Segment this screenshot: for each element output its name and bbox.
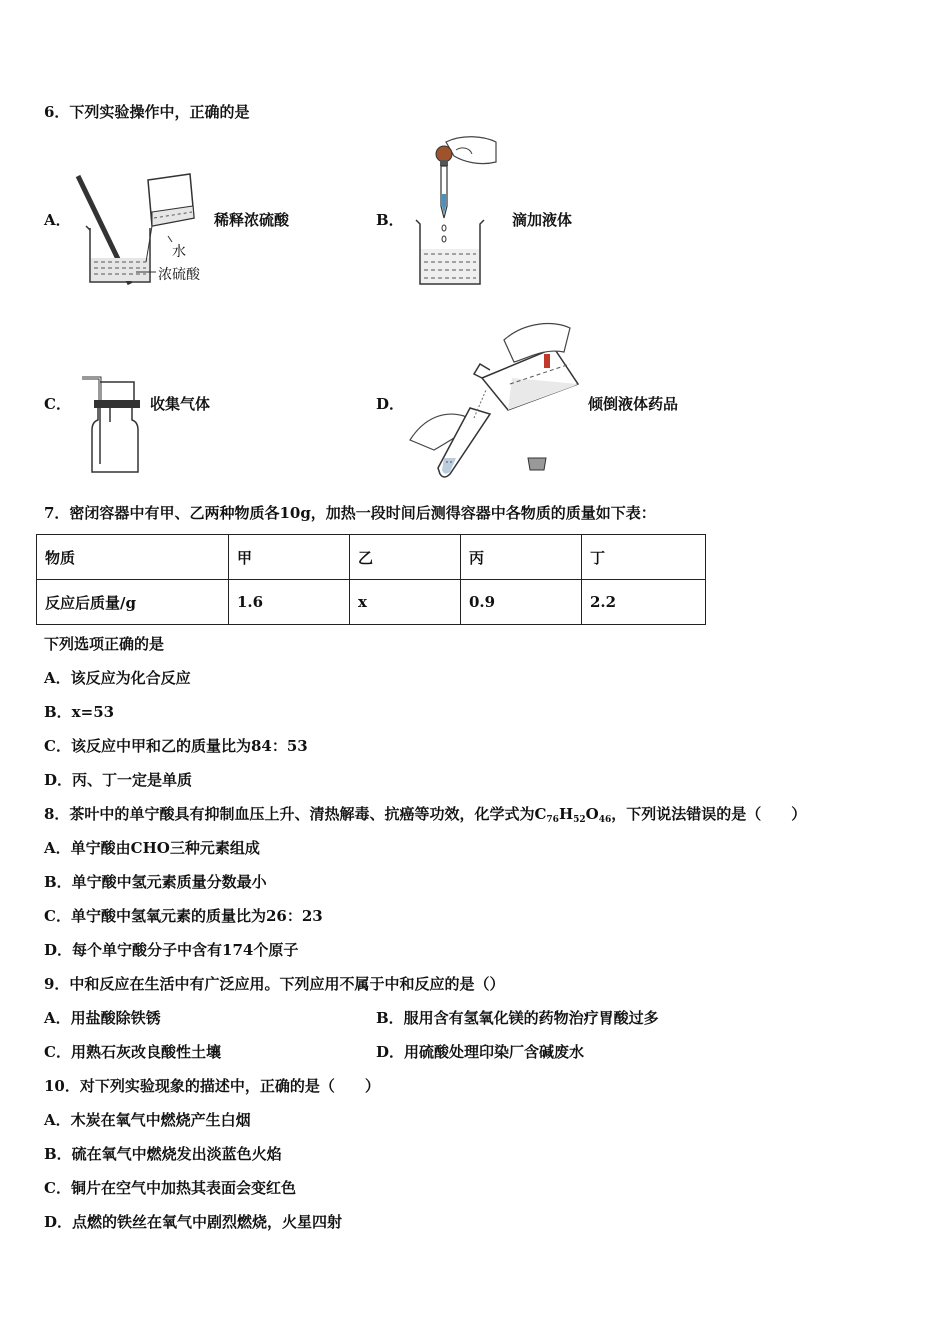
table-row xyxy=(37,580,706,625)
q10-option-a: A．木炭在氧气中燃烧产生白烟 xyxy=(44,1111,251,1129)
q9-option-b: B．服用含有氢氧化镁的药物治疗胃酸过多 xyxy=(376,1009,659,1027)
formula-c: C xyxy=(534,805,547,823)
q6-option-c-letter: C． xyxy=(44,395,71,413)
chemical-formula xyxy=(534,805,611,823)
q9-option-d: D．用硫酸处理印染厂含碱废水 xyxy=(376,1043,585,1061)
q10-option-c: C．铜片在空气中加热其表面会变红色 xyxy=(44,1179,296,1197)
q7-option-d: D．丙、丁一定是单质 xyxy=(44,771,193,789)
q10-option-d: D．点燃的铁丝在氧气中剧烈燃烧，火星四射 xyxy=(44,1213,343,1231)
pouring-liquid-figure xyxy=(404,318,584,480)
q7-option-a: A．该反应为化合反应 xyxy=(44,669,191,687)
q7-prompt: 下列选项正确的是 xyxy=(44,635,165,653)
table-cell: 物质 xyxy=(37,535,229,580)
q6-option-a-caption: 稀释浓硫酸 xyxy=(214,211,290,229)
table-cell: 反应后质量/g xyxy=(37,580,229,625)
q6-option-d-caption: 倾倒液体药品 xyxy=(588,395,679,413)
q6-option-b-caption: 滴加液体 xyxy=(512,211,573,229)
q8-option-b: B．单宁酸中氢元素质量分数最小 xyxy=(44,873,267,891)
q7-mass-table xyxy=(36,534,706,625)
formula-h-sub: 52 xyxy=(573,815,586,825)
table-cell: 乙 xyxy=(350,535,461,580)
q8-stem xyxy=(44,804,806,830)
table-cell: 2.2 xyxy=(582,580,706,625)
q8-option-a: A．单宁酸由CHO三种元素组成 xyxy=(44,839,260,857)
formula-h: H xyxy=(558,805,574,823)
water-label: 水 xyxy=(172,244,186,260)
q6-option-a-letter: A． xyxy=(44,211,71,229)
q9-option-c: C．用熟石灰改良酸性土壤 xyxy=(44,1043,221,1061)
q6-stem: 6．下列实验操作中，正确的是 xyxy=(44,103,250,121)
dropper-figure xyxy=(410,134,505,289)
q10-option-b: B．硫在氧气中燃烧发出淡蓝色火焰 xyxy=(44,1145,282,1163)
q7-option-b: B．x=53 xyxy=(44,703,115,721)
q7-option-c: C．该反应中甲和乙的质量比为84：53 xyxy=(44,737,308,755)
q6-option-d-letter: D． xyxy=(376,395,405,413)
formula-c-sub: 76 xyxy=(546,815,559,825)
q9-stem: 9．中和反应在生活中有广泛应用。下列应用不属于中和反应的是（） xyxy=(44,975,505,993)
conc-acid-label: 浓硫酸 xyxy=(158,267,200,283)
table-cell: 1.6 xyxy=(229,580,350,625)
q8-stem-suffix: ，下列说法错误的是（ ） xyxy=(611,805,807,823)
q8-option-d: D．每个单宁酸分子中含有174个原子 xyxy=(44,941,299,959)
q9-option-a: A．用盐酸除铁锈 xyxy=(44,1009,161,1027)
q8-stem-prefix: 8．茶叶中的单宁酸具有抑制血压上升、清热解毒、抗癌等功效，化学式为 xyxy=(44,805,535,823)
q8-option-c: C．单宁酸中氢氧元素的质量比为26：23 xyxy=(44,907,323,925)
gas-collection-figure xyxy=(78,372,148,478)
formula-o: O xyxy=(585,805,599,823)
q6-option-c-caption: 收集气体 xyxy=(150,395,211,413)
table-cell: 丙 xyxy=(461,535,582,580)
q10-stem: 10．对下列实验现象的描述中，正确的是（ ） xyxy=(44,1077,380,1095)
q7-stem: 7．密闭容器中有甲、乙两种物质各10g，加热一段时间后测得容器中各物质的质量如下表： xyxy=(44,504,656,522)
table-cell: 0.9 xyxy=(461,580,582,625)
table-cell: 丁 xyxy=(582,535,706,580)
q6-option-b-letter: B． xyxy=(376,211,404,229)
formula-o-sub: 46 xyxy=(598,815,612,825)
table-cell: x xyxy=(350,580,461,625)
table-cell: 甲 xyxy=(229,535,350,580)
table-header-row xyxy=(37,535,706,580)
